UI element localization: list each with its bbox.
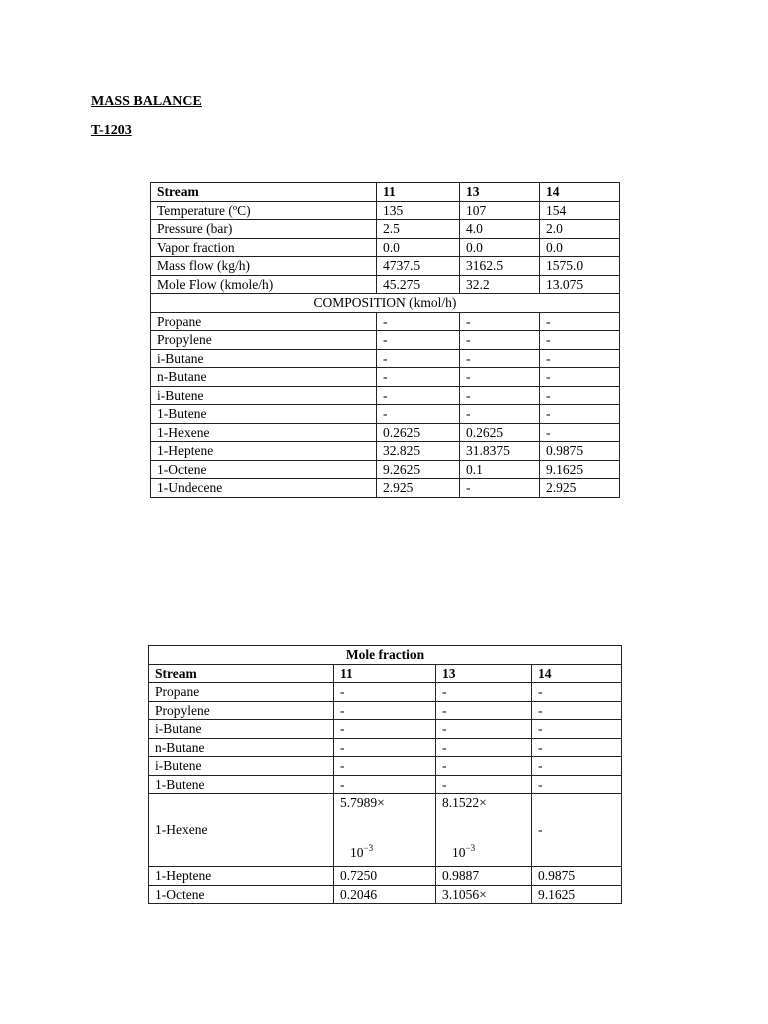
cell-stream-14: -: [540, 368, 620, 387]
row-label: Stream: [151, 183, 377, 202]
cell-stream-14: 9.1625: [532, 885, 622, 904]
property-row: [151, 238, 620, 257]
cell-stream-13: 107: [460, 201, 540, 220]
cell-stream-13: -: [460, 405, 540, 424]
table-header-row: [151, 183, 620, 202]
cell-stream-13: 3.1056×: [436, 885, 532, 904]
cell-stream-11: -: [334, 738, 436, 757]
component-row: [149, 775, 622, 794]
cell-stream-14: -: [540, 331, 620, 350]
row-label: 1-Heptene: [151, 442, 377, 461]
row-label: 1-Heptene: [149, 867, 334, 886]
component-row: [151, 368, 620, 387]
cell-stream-14: 2.0: [540, 220, 620, 239]
cell-stream-11: -: [377, 405, 460, 424]
cell-stream-14: -: [532, 720, 622, 739]
table-caption: Mole fraction: [149, 646, 622, 665]
cell-stream-13: [436, 794, 532, 867]
unit-id: T-1203: [91, 123, 132, 138]
component-row: [149, 720, 622, 739]
row-label: i-Butene: [149, 757, 334, 776]
cell-stream-11: 32.825: [377, 442, 460, 461]
property-row: [151, 220, 620, 239]
cell-stream-11: 2.925: [377, 479, 460, 498]
component-row: [151, 479, 620, 498]
cell-stream-11: 9.2625: [377, 460, 460, 479]
cell-stream-14: 154: [540, 201, 620, 220]
cell-stream-13: -: [460, 386, 540, 405]
exponent: −3: [465, 843, 476, 853]
mantissa: 5.7989×: [340, 795, 385, 810]
cell-stream-14: -: [532, 757, 622, 776]
row-label: Vapor fraction: [151, 238, 377, 257]
cell-stream-13: 13: [460, 183, 540, 202]
cell-stream-14: -: [532, 683, 622, 702]
cell-stream-13: 4.0: [460, 220, 540, 239]
cell-stream-14: -: [540, 386, 620, 405]
cell-stream-13: 0.0: [460, 238, 540, 257]
row-label: 1-Butene: [151, 405, 377, 424]
cell-stream-13: -: [460, 312, 540, 331]
component-row: [151, 460, 620, 479]
row-label: Propylene: [151, 331, 377, 350]
cell-stream-11: 135: [377, 201, 460, 220]
component-row: [151, 423, 620, 442]
cell-stream-13: 0.2625: [460, 423, 540, 442]
component-row: [149, 757, 622, 776]
row-label: 1-Hexene: [151, 423, 377, 442]
base: 10: [452, 845, 466, 860]
cell-stream-14: -: [540, 405, 620, 424]
cell-stream-14: 0.9875: [532, 867, 622, 886]
cell-stream-13: -: [436, 757, 532, 776]
cell-stream-11: -: [377, 312, 460, 331]
cell-stream-11: -: [334, 775, 436, 794]
property-row: [151, 257, 620, 276]
cell-stream-14: -: [540, 349, 620, 368]
cell-stream-11: 0.2625: [377, 423, 460, 442]
cell-stream-13: -: [460, 479, 540, 498]
component-row-hexene: [149, 794, 622, 867]
component-row: [151, 442, 620, 461]
cell-stream-13: 32.2: [460, 275, 540, 294]
mantissa: 8.1522×: [442, 795, 487, 810]
composition-section-label-row: [151, 294, 620, 313]
component-row: [149, 885, 622, 904]
component-row: [149, 683, 622, 702]
cell-stream-11: -: [377, 386, 460, 405]
row-label: Propylene: [149, 701, 334, 720]
row-label: Pressure (bar): [151, 220, 377, 239]
cell-stream-14: [532, 794, 622, 867]
cell-stream-13: -: [436, 738, 532, 757]
cell-stream-11: -: [334, 701, 436, 720]
component-row: [151, 349, 620, 368]
cell-stream-13: 31.8375: [460, 442, 540, 461]
cell-stream-14: 14: [540, 183, 620, 202]
value: -: [538, 822, 543, 837]
row-label: n-Butane: [149, 738, 334, 757]
component-row: [149, 701, 622, 720]
cell-stream-13: -: [460, 331, 540, 350]
power-of-ten: [452, 840, 475, 861]
cell-stream-11: [334, 794, 436, 867]
row-label-cell: [149, 794, 334, 867]
cell-stream-13: 13: [436, 664, 532, 683]
cell-stream-13: -: [460, 368, 540, 387]
component-row: [151, 405, 620, 424]
table-header-row: [149, 664, 622, 683]
cell-stream-14: 14: [532, 664, 622, 683]
composition-section-label: COMPOSITION (kmol/h): [151, 294, 620, 313]
cell-stream-11: 0.0: [377, 238, 460, 257]
component-row: [151, 312, 620, 331]
row-label: i-Butene: [151, 386, 377, 405]
row-label: Mass flow (kg/h): [151, 257, 377, 276]
cell-stream-11: 11: [377, 183, 460, 202]
page-title: MASS BALANCE: [91, 94, 202, 109]
row-label: Propane: [149, 683, 334, 702]
cell-stream-11: 45.275: [377, 275, 460, 294]
component-row: [149, 738, 622, 757]
cell-stream-14: -: [540, 423, 620, 442]
row-label: Mole Flow (kmole/h): [151, 275, 377, 294]
cell-stream-14: -: [532, 738, 622, 757]
cell-stream-14: 9.1625: [540, 460, 620, 479]
row-label: i-Butane: [149, 720, 334, 739]
cell-stream-11: 11: [334, 664, 436, 683]
cell-stream-11: 4737.5: [377, 257, 460, 276]
cell-stream-11: 0.2046: [334, 885, 436, 904]
component-row: [151, 386, 620, 405]
cell-stream-14: -: [540, 312, 620, 331]
base: 10: [350, 845, 364, 860]
cell-stream-11: -: [334, 757, 436, 776]
cell-stream-13: 0.9887: [436, 867, 532, 886]
row-label: 1-Hexene: [155, 822, 208, 837]
cell-stream-13: 3162.5: [460, 257, 540, 276]
cell-stream-13: -: [460, 349, 540, 368]
cell-stream-11: 0.7250: [334, 867, 436, 886]
cell-stream-14: 1575.0: [540, 257, 620, 276]
property-row: [151, 275, 620, 294]
cell-stream-13: -: [436, 683, 532, 702]
property-row: [151, 201, 620, 220]
exponent: −3: [363, 843, 374, 853]
row-label: 1-Octene: [149, 885, 334, 904]
cell-stream-11: -: [334, 683, 436, 702]
cell-stream-13: -: [436, 701, 532, 720]
power-of-ten: [350, 840, 373, 861]
row-label: i-Butane: [151, 349, 377, 368]
row-label: 1-Butene: [149, 775, 334, 794]
row-label: 1-Undecene: [151, 479, 377, 498]
row-label: n-Butane: [151, 368, 377, 387]
component-row: [151, 331, 620, 350]
cell-stream-11: -: [334, 720, 436, 739]
cell-stream-11: -: [377, 331, 460, 350]
row-label: Temperature (ºC): [151, 201, 377, 220]
row-label: Stream: [149, 664, 334, 683]
cell-stream-13: -: [436, 720, 532, 739]
cell-stream-13: -: [436, 775, 532, 794]
cell-stream-11: 2.5: [377, 220, 460, 239]
mole-fraction-table: [148, 645, 622, 904]
cell-stream-14: 2.925: [540, 479, 620, 498]
cell-stream-11: -: [377, 349, 460, 368]
row-label: 1-Octene: [151, 460, 377, 479]
row-label: Propane: [151, 312, 377, 331]
cell-stream-13: 0.1: [460, 460, 540, 479]
cell-stream-14: -: [532, 701, 622, 720]
cell-stream-14: 13.075: [540, 275, 620, 294]
mass-balance-table: [150, 182, 620, 498]
table-caption-row: [149, 646, 622, 665]
cell-stream-14: 0.9875: [540, 442, 620, 461]
cell-stream-14: 0.0: [540, 238, 620, 257]
cell-stream-14: -: [532, 775, 622, 794]
component-row: [149, 867, 622, 886]
cell-stream-11: -: [377, 368, 460, 387]
